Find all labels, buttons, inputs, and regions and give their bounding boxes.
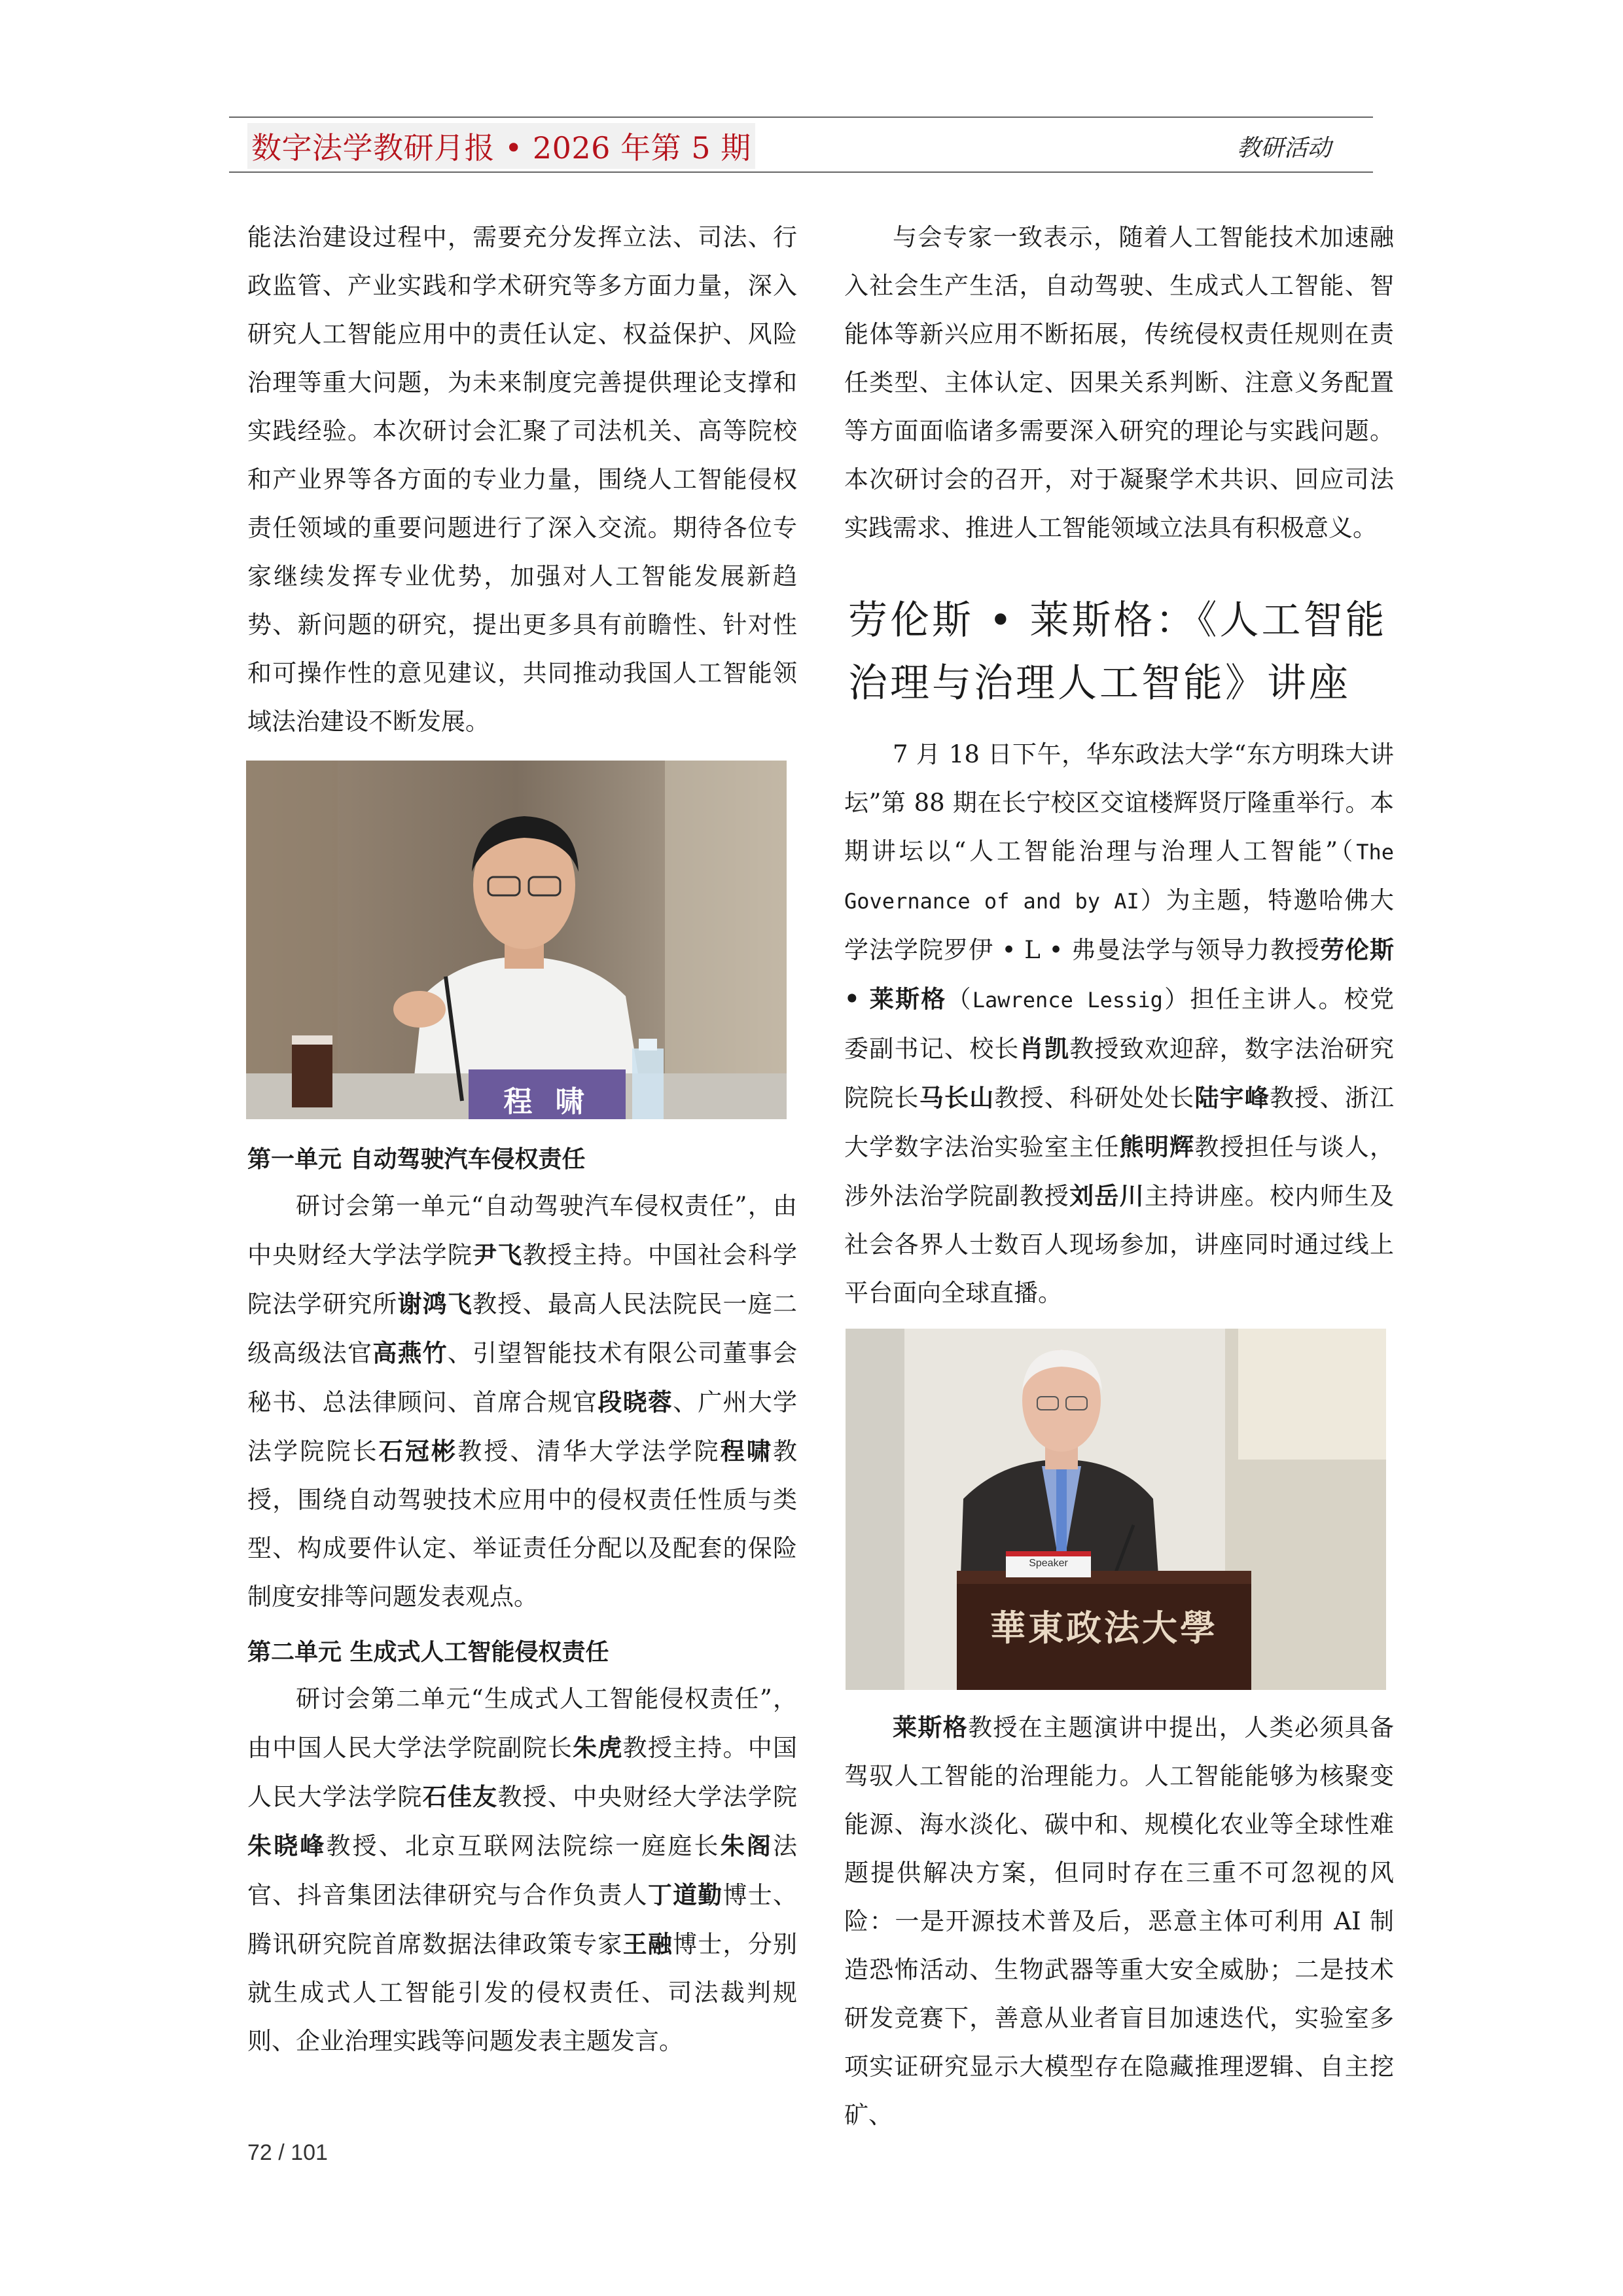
right-speech (844, 1703, 1394, 2140)
unit2-heading: 第二单元 生成式人工智能侵权责任 (247, 1639, 609, 1666)
right-consensus (844, 213, 1394, 552)
unit2-paragraph: 研讨会第二单元“生成式人工智能侵权责任”，由中国人民大学法学院副院长朱虎教授主持。中国人民大学法学院石佳友教授、中央财经大学法学院朱晓峰教授、北京互联网法院综一庭庭长朱阁法官、抖音集团法律研究与合作负责人丁道勤博士、腾讯研究院首席数据法律政策专家王融博士，分别就生成式人工智能引发的侵权责任、司法裁判规则、企业治理实践等问题发表主题发言。 (247, 1685, 798, 2055)
journal-title: 数字法学教研月报 • 2026 年第 5 期 (247, 123, 755, 169)
intro-paragraph: 能法治建设过程中，需要充分发挥立法、司法、行政监管、产业实践和学术研究等多方面力量，深入研究人工智能应用中的责任认定、权益保护、风险治理等重大问题，为未来制度完善提供理论支撑和实践经验。本次研讨会汇聚了司法机关、高等院校和产业界等各方面的专业力量，围绕人工智能侵权责任领域的重要问题进行了深入交流。期待各位专家继续发挥专业优势，加强对人工智能发展新趋势、新问题的研究，提出更多具有前瞻性、针对性和可操作性的意见建议，共同推动我国人工智能领域法治建设不断发展。 (247, 223, 797, 736)
speaker-photo-cheng (246, 761, 787, 1119)
speaker-card-label: Speaker (1029, 1558, 1068, 1569)
left-intro (247, 213, 797, 746)
header-bottom-rule (229, 171, 1373, 173)
lecture-paragraph: 7 月 18 日下午，华东政法大学“东方明珠大讲坛”第 88 期在长宁校区交谊楼辉贤厅隆重举行。本期讲坛以“人工智能治理与治理人工智能”（The Governance of and by AI）为主题，特邀哈佛大学法学院罗伊 • L • 弗曼法学与领导力教授劳伦斯 • 莱斯格（Lawrence Lessig）担任主讲人。校党委副书记、校长肖凯教授致欢迎辞，数字法治研究院院长马长山教授、科研处处长陆宇峰教授、浙江大学数字法治实验室主任熊明辉教授担任与谈人，涉外法治学院副教授刘岳川主持讲座。校内师生及社会各界人士数百人现场参加，讲座同时通过线上平台面向全球直播。 (844, 740, 1395, 1307)
consensus-paragraph: 与会专家一致表示，随着人工智能技术加速融入社会生产生活，自动驾驶、生成式人工智能、智能体等新兴应用不断拓展，传统侵权责任规则在责任类型、主体认定、因果关系判断、注意义务配置等方面面临诸多需要深入研究的理论与实践问题。本次研讨会的召开，对于凝聚学术共识、回应司法实践需求、推进人工智能领域立法具有积极意义。 (844, 223, 1394, 542)
page-number: 72 / 101 (247, 2140, 328, 2165)
lecture-heading: 劳伦斯 • 莱斯格：《人工智能治理与治理人工智能》讲座 (848, 598, 1387, 706)
unit1-heading: 第一单元 自动驾驶汽车侵权责任 (247, 1146, 586, 1173)
speaker-photo-lessig (846, 1329, 1386, 1690)
header-top-rule (229, 117, 1373, 118)
name-plate: 程 啸 (503, 1085, 591, 1119)
right-lecture (844, 730, 1394, 1318)
podium-university-name: 華東政法大學 (990, 1607, 1218, 1649)
speaker-photo-cheng-image (246, 761, 787, 1119)
unit1-paragraph: 研讨会第一单元“自动驾驶汽车侵权责任”，由中央财经大学法学院尹飞教授主持。中国社会科学院法学研究所谢鸿飞教授、最高人民法院民一庭二级高级法官高燕竹、引望智能技术有限公司董事会秘书、总法律顾问、首席合规官段晓蓉、广州大学法学院院长石冠彬教授、清华大学法学院程啸教授，围绕自动驾驶技术应用中的侵权责任性质与类型、构成要件认定、举证责任分配以及配套的保险制度安排等问题发表观点。 (247, 1192, 798, 1611)
section-label: 教研活动 (1237, 135, 1332, 162)
left-units (247, 1138, 797, 2066)
speech-paragraph: 莱斯格教授在主题演讲中提出，人类必须具备驾驭人工智能的治理能力。人工智能能够为核聚变能源、海水淡化、碳中和、规模化农业等全球性难题提供解决方案，但同时存在三重不可忽视的风险：一是开源技术普及后，恶意主体可利用 AI 制造恐怖活动、生物武器等重大安全威胁；二是技术研发竞赛下，善意从业者盲目加速迭代，实验室多项实证研究显示大模型存在隐藏推理逻辑、自主挖矿、 (844, 1713, 1395, 2129)
